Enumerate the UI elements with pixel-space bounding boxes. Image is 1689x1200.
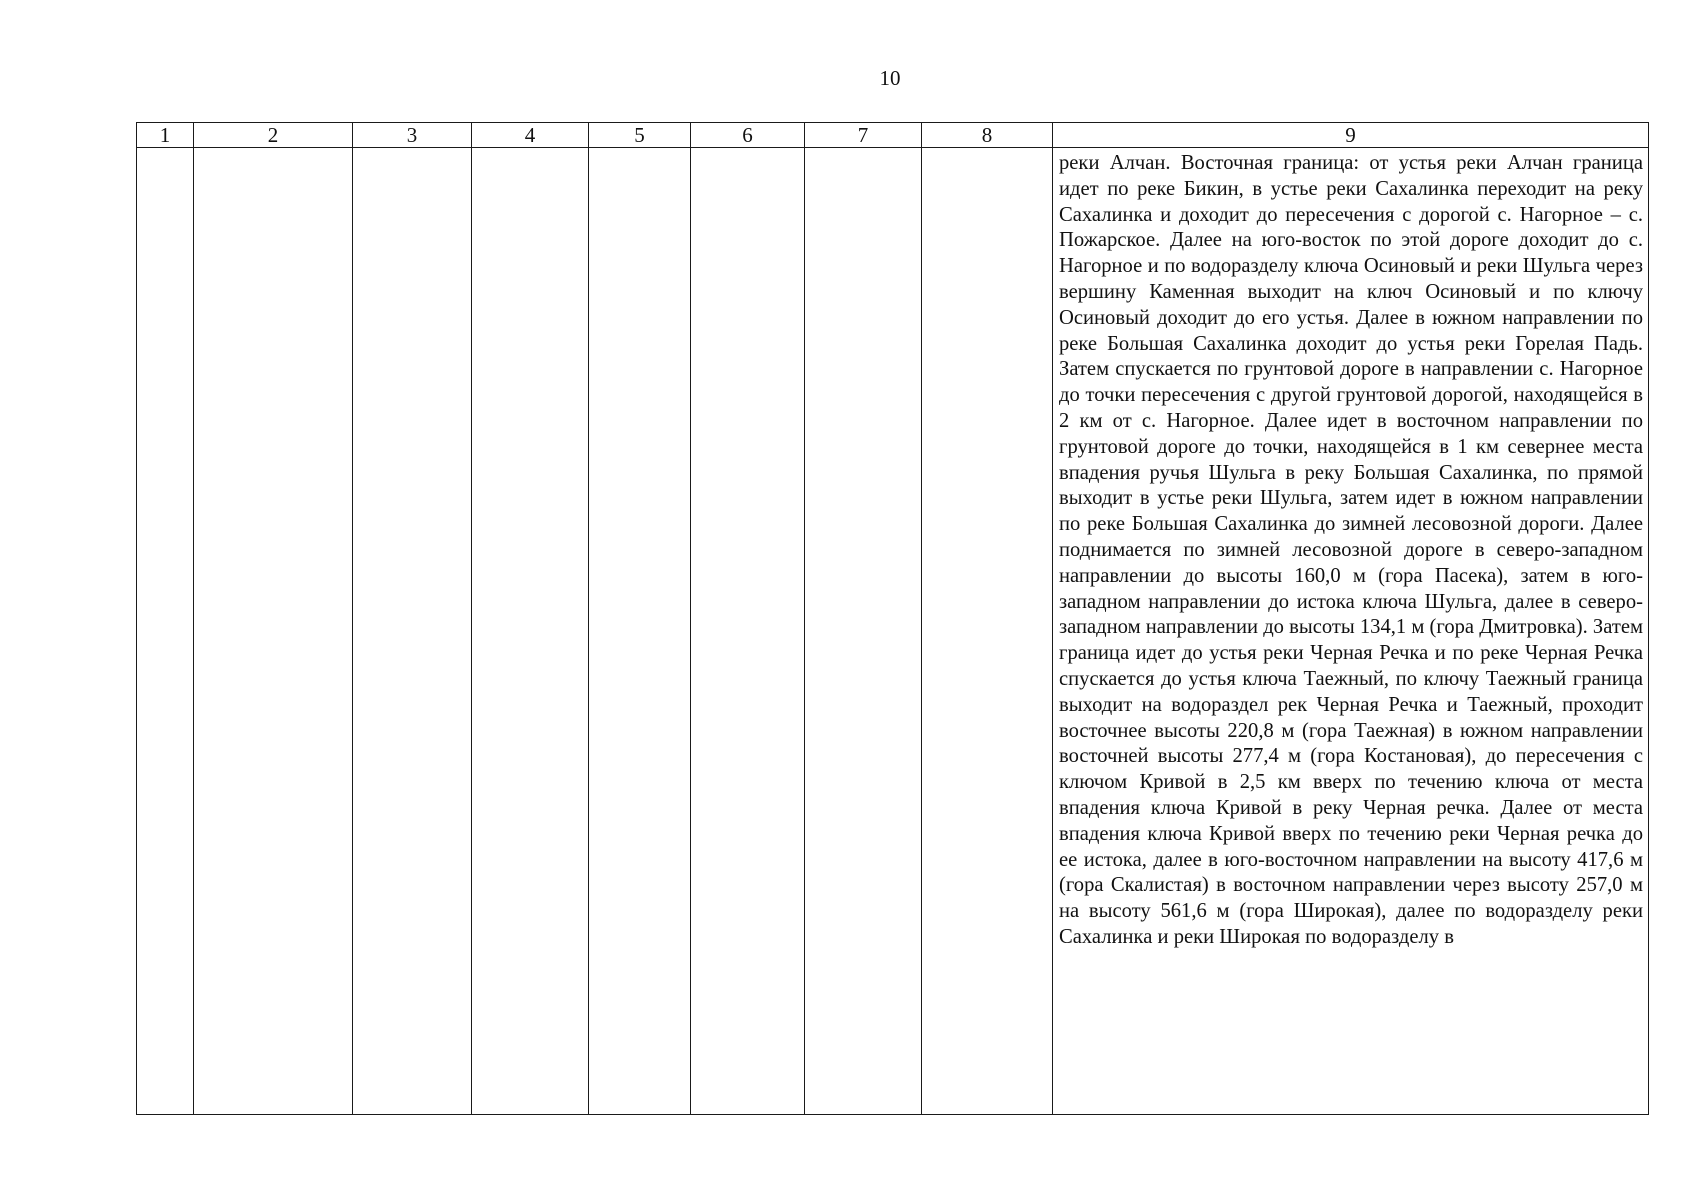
boundary-table <box>136 122 1649 1115</box>
table-cell-7 <box>805 148 922 1115</box>
table-cell-9 <box>1053 148 1649 1115</box>
column-header-6: 6 <box>691 123 805 148</box>
table-row <box>137 148 1649 1115</box>
column-header-8: 8 <box>922 123 1053 148</box>
column-header-2: 2 <box>194 123 353 148</box>
table-header-row <box>137 123 1649 148</box>
table-cell-8 <box>922 148 1053 1115</box>
column-header-9: 9 <box>1053 123 1649 148</box>
table-cell-6 <box>691 148 805 1115</box>
table-cell-2 <box>194 148 353 1115</box>
page-number: 10 <box>879 66 901 90</box>
column-header-1: 1 <box>137 123 194 148</box>
table-cell-1 <box>137 148 194 1115</box>
table-cell-3 <box>353 148 472 1115</box>
boundary-description: реки Алчан. Восточная граница: от устья реки Алчан граница идет по реке Бикин, в устье реки Сахалинка переходит на реку Сахалинка и доходит до пересечения с дорогой с. Нагорное – с. Пожарское. Далее на юго-восток по этой дороге доходит до с. Нагорное и по водоразделу ключа Осиновый и реки Шульга через вершину Каменная выходит на ключ Осиновый и по ключу Осиновый доходит до его устья. Далее в южном направлении по реке Большая Сахалинка доходит до устья реки Горелая Падь. Затем спускается по грунтовой дороге в направлении с. Нагорное до точки пересечения с другой грунтовой дорогой, находящейся в 2 км от с. Нагорное. Далее идет в восточном направлении по грунтовой дороге до точки, находящейся в 1 км севернее места впадения ручья Шульга в реку Большая Сахалинка, по прямой выходит в устье реки Шульга, затем идет в южном направлении по реке Большая Сахалинка до зимней лесовозной дороги. Далее поднимается по зимней лесовозной дороге в северо-западном направлении до высоты 160,0 м (гора Пасека), затем в юго-западном направлении до истока ключа Шульга, далее в северо-западном направлении до высоты 134,1 м (гора Дмитровка). Затем граница идет до устья реки Черная Речка и по реке Черная Речка спускается до устья ключа Таежный, по ключу Таежный граница выходит на водораздел рек Черная Речка и Таежный, проходит восточнее высоты 220,8 м (гора Таежная) в южном направлении восточней высоты 277,4 м (гора Костановая), до пересечения с ключом Кривой в 2,5 км вверх по течению ключа от места впадения ключа Кривой в реку Черная речка. Далее от места впадения ключа Кривой вверх по течению реки Черная речка до ее истока, далее в юго-восточном направлении на высоту 417,6 м (гора Скалистая) в восточном направлении через высоту 257,0 м на высоту 561,6 м (гора Широкая), далее по водоразделу реки Сахалинка и реки Широкая по водоразделу в <box>1059 152 1643 948</box>
table-cell-4 <box>472 148 589 1115</box>
table-cell-5 <box>589 148 691 1115</box>
column-header-5: 5 <box>589 123 691 148</box>
column-header-4: 4 <box>472 123 589 148</box>
column-header-7: 7 <box>805 123 922 148</box>
column-header-3: 3 <box>353 123 472 148</box>
